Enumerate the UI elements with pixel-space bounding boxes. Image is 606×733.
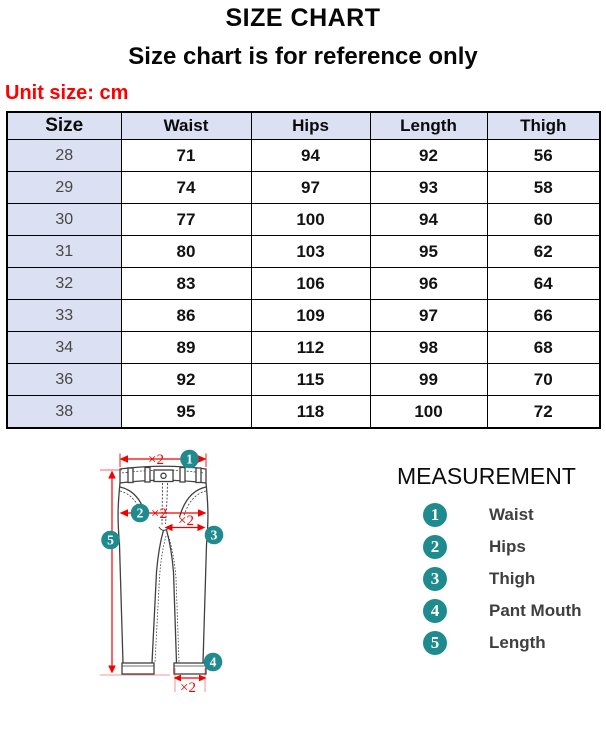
size-cell: 38	[7, 396, 121, 429]
table-cell: 100	[251, 204, 370, 236]
table-cell: 95	[121, 396, 251, 429]
pants-measurement-diagram	[0, 430, 330, 730]
table-cell: 96	[370, 268, 487, 300]
table-row	[7, 300, 600, 332]
table-cell: 72	[487, 396, 600, 429]
waist-x2-label: ×2	[148, 452, 164, 468]
table-cell: 89	[121, 332, 251, 364]
legend-item-hips	[395, 531, 606, 563]
pants-line-art	[118, 466, 208, 674]
size-chart-table	[6, 111, 601, 429]
legend-items	[395, 499, 606, 659]
number-3-badge: 3	[423, 567, 447, 591]
table-cell: 74	[121, 172, 251, 204]
size-cell: 31	[7, 236, 121, 268]
size-cell: 28	[7, 140, 121, 172]
thigh-x2-label: ×2	[178, 513, 194, 529]
legend-label: Pant Mouth	[489, 601, 582, 620]
number-2-badge: 2	[423, 535, 447, 559]
legend-item-pant-mouth	[395, 595, 606, 627]
table-row	[7, 236, 600, 268]
table-cell: 97	[251, 172, 370, 204]
marker-3-thigh: 3	[210, 527, 218, 543]
number-4-badge: 4	[423, 599, 447, 623]
table-cell: 94	[251, 140, 370, 172]
legend-item-length	[395, 627, 606, 659]
table-cell: 77	[121, 204, 251, 236]
table-cell: 98	[370, 332, 487, 364]
marker-2-hips: 2	[136, 505, 144, 521]
hips-x2-label: ×2	[151, 506, 167, 522]
table-row	[7, 396, 600, 429]
table-cell: 58	[487, 172, 600, 204]
number-5-badge: 5	[423, 631, 447, 655]
table-row	[7, 332, 600, 364]
number-1-badge: 1	[423, 503, 447, 527]
table-cell: 109	[251, 300, 370, 332]
table-row	[7, 268, 600, 300]
table-cell: 92	[370, 140, 487, 172]
table-cell: 97	[370, 300, 487, 332]
pant-mouth-x2-label: ×2	[180, 680, 196, 696]
measurement-arrows	[100, 451, 207, 693]
size-cell: 33	[7, 300, 121, 332]
table-cell: 83	[121, 268, 251, 300]
table-cell: 68	[487, 332, 600, 364]
column-header-hips: Hips	[251, 112, 370, 140]
legend-label: Hips	[489, 537, 526, 556]
table-cell: 92	[121, 364, 251, 396]
legend-item-waist	[395, 499, 606, 531]
table-cell: 93	[370, 172, 487, 204]
table-cell: 103	[251, 236, 370, 268]
marker-5-length: 5	[107, 532, 114, 548]
column-header-length: Length	[370, 112, 487, 140]
table-row	[7, 140, 600, 172]
table-cell: 100	[370, 396, 487, 429]
table-cell: 62	[487, 236, 600, 268]
legend-item-thigh	[395, 563, 606, 595]
table-cell: 115	[251, 364, 370, 396]
table-row	[7, 204, 600, 236]
size-cell: 32	[7, 268, 121, 300]
table-header-row	[7, 112, 600, 140]
table-cell: 112	[251, 332, 370, 364]
legend-label: Waist	[489, 505, 534, 524]
legend-label: Thigh	[489, 569, 536, 588]
table-cell: 106	[251, 268, 370, 300]
table-cell: 99	[370, 364, 487, 396]
table-cell: 70	[487, 364, 600, 396]
table-cell: 95	[370, 236, 487, 268]
table-cell: 71	[121, 140, 251, 172]
size-cell: 36	[7, 364, 121, 396]
table-row	[7, 364, 600, 396]
table-cell: 66	[487, 300, 600, 332]
size-cell: 34	[7, 332, 121, 364]
table-cell: 60	[487, 204, 600, 236]
column-header-waist: Waist	[121, 112, 251, 140]
column-header-thigh: Thigh	[487, 112, 600, 140]
table-cell: 80	[121, 236, 251, 268]
marker-1-waist: 1	[186, 451, 193, 467]
table-row	[7, 172, 600, 204]
measurement-legend	[395, 462, 606, 659]
page-subtitle: Size chart is for reference only	[128, 43, 478, 70]
column-header-size: Size	[7, 112, 121, 140]
table-cell: 64	[487, 268, 600, 300]
page-title: SIZE CHART	[225, 4, 381, 32]
table-cell: 56	[487, 140, 600, 172]
size-cell: 29	[7, 172, 121, 204]
unit-note: Unit size: cm	[5, 82, 129, 104]
table-cell: 86	[121, 300, 251, 332]
legend-label: Length	[489, 633, 546, 652]
size-cell: 30	[7, 204, 121, 236]
legend-title: MEASUREMENT	[397, 463, 576, 489]
table-cell: 94	[370, 204, 487, 236]
marker-4-pant-mouth: 4	[209, 654, 217, 670]
table-cell: 118	[251, 396, 370, 429]
